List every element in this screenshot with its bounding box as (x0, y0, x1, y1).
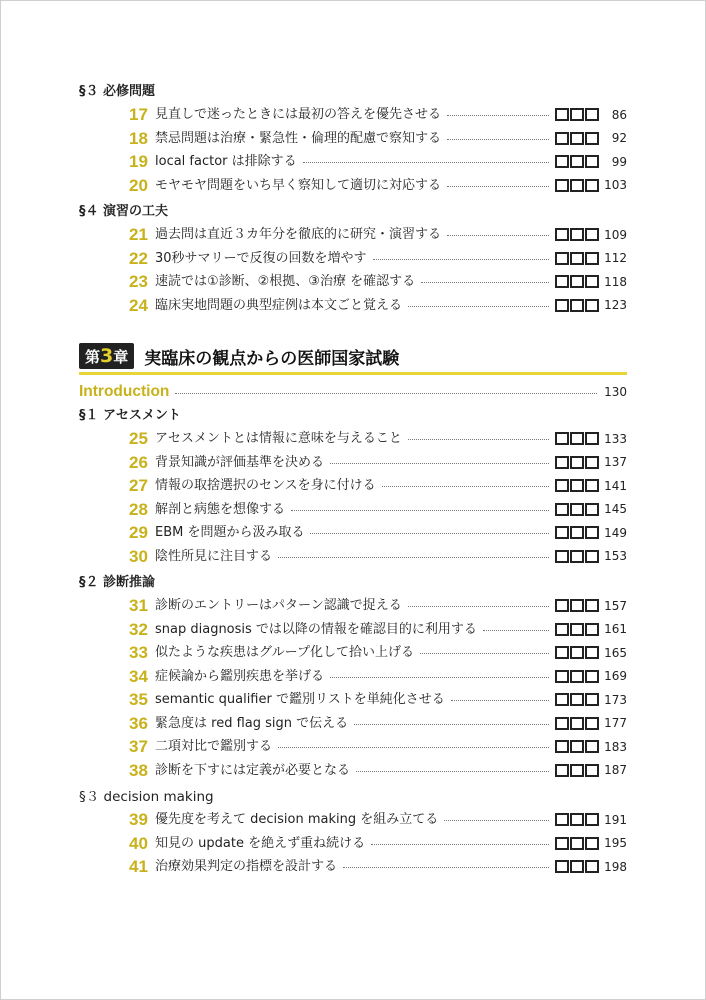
checkbox[interactable] (570, 837, 584, 850)
entry-page-number: 109 (604, 227, 627, 242)
checkbox[interactable] (555, 526, 569, 539)
toc-entry[interactable] (79, 223, 627, 247)
entry-number: 26 (129, 452, 148, 472)
toc-entry[interactable] (79, 855, 627, 879)
leader-dots (330, 677, 549, 678)
entry-title: アセスメントとは情報に意味を与えること (155, 431, 402, 447)
entry-number: 28 (129, 499, 148, 519)
checkbox[interactable] (555, 717, 569, 730)
checkbox[interactable] (555, 837, 569, 850)
checkbox[interactable] (555, 299, 569, 312)
checkbox[interactable] (570, 526, 584, 539)
entry-page-number: 191 (604, 812, 627, 827)
entry-number: 17 (129, 105, 148, 125)
checkbox[interactable] (570, 252, 584, 265)
toc-content (79, 81, 627, 879)
checkbox[interactable] (585, 179, 599, 192)
checkbox[interactable] (555, 740, 569, 753)
entry-title: 背景知識が評価基準を決める (155, 454, 325, 470)
checkbox-group (555, 526, 599, 539)
leader-dots (408, 439, 549, 440)
toc-entry[interactable] (79, 832, 627, 856)
checkbox[interactable] (555, 670, 569, 683)
checkbox[interactable] (585, 837, 599, 850)
checkbox[interactable] (555, 108, 569, 121)
entry-title: 解剖と病態を想像する (155, 501, 286, 517)
checkbox[interactable] (585, 432, 599, 445)
checkbox[interactable] (555, 764, 569, 777)
entry-page-number: 137 (604, 455, 627, 470)
entry-page-number: 99 (611, 154, 627, 169)
leader-dots (354, 724, 549, 725)
entry-title: 30秒サマリーで反復の回数を増やす (155, 250, 367, 266)
checkbox[interactable] (555, 275, 569, 288)
chapter-badge (79, 343, 134, 369)
entry-number: 30 (129, 546, 148, 566)
checkbox-group (555, 228, 599, 241)
entry-number: 40 (129, 833, 148, 853)
leader-dots (447, 139, 549, 140)
leader-dots (303, 162, 549, 163)
entry-number: 37 (129, 737, 148, 757)
entry-number: 32 (129, 619, 148, 639)
section-heading: §４ 演習の工夫 (79, 204, 169, 219)
entry-title: 診断のエントリーはパターン認識で捉える (155, 598, 402, 614)
entry-title: EBM を問題から汲み取る (155, 525, 305, 541)
checkbox[interactable] (570, 456, 584, 469)
checkbox[interactable] (570, 740, 584, 753)
checkbox[interactable] (585, 646, 599, 659)
entry-page-number: 173 (604, 692, 627, 707)
entry-title: snap diagnosis では以降の情報を確認目的に利用する (155, 621, 477, 637)
entry-title: 症候論から鑑別疾患を挙げる (155, 668, 325, 684)
toc-entry[interactable] (79, 474, 627, 498)
checkbox[interactable] (585, 740, 599, 753)
entry-page-number: 157 (604, 598, 627, 613)
checkbox[interactable] (570, 132, 584, 145)
checkbox[interactable] (555, 252, 569, 265)
checkbox[interactable] (585, 623, 599, 636)
entry-page-number: 187 (604, 763, 627, 778)
leader-dots (175, 393, 597, 394)
entry-page-number: 123 (604, 298, 627, 313)
checkbox-group (555, 623, 599, 636)
entry-page-number: 86 (611, 107, 627, 122)
checkbox[interactable] (555, 155, 569, 168)
entry-number: 35 (129, 690, 148, 710)
toc-entry[interactable] (79, 808, 627, 832)
entry-number: 24 (129, 295, 148, 315)
leader-dots (373, 259, 549, 260)
entry-title: 速読では①診断、②根拠、③治療 を確認する (155, 274, 416, 290)
entry-title: 知見の update を絶えず重ね続ける (155, 835, 366, 851)
top-sections (79, 81, 627, 317)
checkbox[interactable] (555, 132, 569, 145)
bottom-sections (79, 405, 627, 879)
leader-dots (291, 510, 549, 511)
leader-dots (451, 700, 549, 701)
entry-number: 19 (129, 152, 148, 172)
entry-page-number: 161 (604, 622, 627, 637)
checkbox[interactable] (555, 693, 569, 706)
checkbox-group (555, 275, 599, 288)
checkbox-group (555, 479, 599, 492)
entry-title: 禁忌問題は治療・緊急性・倫理的配慮で察知する (155, 130, 442, 146)
leader-dots (483, 630, 549, 631)
toc-entry[interactable] (79, 759, 627, 783)
checkbox[interactable] (555, 432, 569, 445)
checkbox-group (555, 740, 599, 753)
toc-entry[interactable] (79, 127, 627, 151)
checkbox[interactable] (570, 179, 584, 192)
checkbox[interactable] (555, 813, 569, 826)
entry-page-number: 112 (604, 251, 627, 266)
checkbox[interactable] (555, 228, 569, 241)
leader-dots (310, 533, 549, 534)
checkbox-group (555, 550, 599, 563)
checkbox[interactable] (570, 646, 584, 659)
leader-dots (408, 606, 549, 607)
entry-page-number: 153 (604, 549, 627, 564)
checkbox-group (555, 860, 599, 873)
entry-number: 41 (129, 857, 148, 877)
checkbox[interactable] (585, 275, 599, 288)
leader-dots (278, 747, 549, 748)
checkbox[interactable] (570, 670, 584, 683)
leader-dots (278, 557, 549, 558)
checkbox-group (555, 456, 599, 469)
checkbox[interactable] (585, 670, 599, 683)
entry-number: 25 (129, 429, 148, 449)
leader-dots (330, 463, 549, 464)
checkbox[interactable] (555, 456, 569, 469)
entry-page-number: 145 (604, 502, 627, 517)
entry-title: 臨床実地問題の典型症例は本文ごと覚える (155, 297, 403, 313)
entry-number: 22 (129, 248, 148, 268)
checkbox[interactable] (585, 456, 599, 469)
toc-entry[interactable] (79, 427, 627, 451)
entry-page-number: 149 (604, 525, 627, 540)
checkbox[interactable] (570, 299, 584, 312)
checkbox-group (555, 670, 599, 683)
entry-title: 見直しで迷ったときには最初の答えを優先させる (155, 107, 442, 123)
entry-page-number: 103 (604, 178, 627, 193)
entry-page-number: 118 (604, 274, 627, 289)
entry-title: 緊急度は red flag sign で伝える (155, 715, 349, 731)
leader-dots (408, 306, 549, 307)
checkbox[interactable] (585, 228, 599, 241)
checkbox[interactable] (570, 764, 584, 777)
checkbox[interactable] (570, 717, 584, 730)
entry-title: 診断を下すには定義が必要となる (155, 762, 351, 778)
leader-dots (343, 867, 549, 868)
checkbox[interactable] (570, 503, 584, 516)
checkbox[interactable] (585, 764, 599, 777)
leader-dots (444, 820, 549, 821)
toc-entry[interactable] (79, 498, 627, 522)
checkbox[interactable] (585, 813, 599, 826)
checkbox[interactable] (555, 179, 569, 192)
checkbox[interactable] (570, 550, 584, 563)
chapter-badge-suffix: 章 (113, 348, 129, 366)
entry-title: 二項対比で鑑別する (155, 739, 273, 755)
leader-dots (420, 653, 549, 654)
checkbox[interactable] (555, 860, 569, 873)
entry-number: 20 (129, 175, 148, 195)
checkbox[interactable] (585, 479, 599, 492)
checkbox[interactable] (555, 623, 569, 636)
section-heading: §３ 必修問題 (79, 84, 156, 99)
checkbox[interactable] (585, 299, 599, 312)
entry-title: 優先度を考えて decision making を組み立てる (155, 812, 439, 828)
checkbox[interactable] (585, 132, 599, 145)
leader-dots (447, 235, 549, 236)
leader-dots (421, 282, 549, 283)
checkbox[interactable] (570, 860, 584, 873)
checkbox-group (555, 837, 599, 850)
intro-title: Introduction (79, 383, 170, 400)
chapter-title: 実臨床の観点からの医師国家試験 (144, 348, 400, 369)
checkbox[interactable] (570, 813, 584, 826)
entry-number: 39 (129, 810, 148, 830)
leader-dots (371, 844, 549, 845)
section-heading: §２ 診断推論 (79, 575, 156, 590)
toc-entry[interactable] (79, 688, 627, 712)
entry-number: 34 (129, 666, 148, 686)
checkbox[interactable] (570, 599, 584, 612)
checkbox[interactable] (570, 479, 584, 492)
entry-title: local factor は排除する (155, 154, 297, 170)
checkbox-group (555, 813, 599, 826)
checkbox[interactable] (555, 503, 569, 516)
leader-dots (447, 186, 549, 187)
entry-number: 33 (129, 643, 148, 663)
checkbox[interactable] (570, 275, 584, 288)
leader-dots (356, 771, 549, 772)
entry-page-number: 165 (604, 645, 627, 660)
toc-entry[interactable] (79, 545, 627, 569)
checkbox-group (555, 432, 599, 445)
entry-number: 36 (129, 713, 148, 733)
entry-number: 21 (129, 225, 148, 245)
checkbox-group (555, 717, 599, 730)
checkbox-group (555, 108, 599, 121)
chapter-badge-number: 3 (100, 345, 114, 367)
entry-number: 23 (129, 272, 148, 292)
entry-number: 27 (129, 476, 148, 496)
checkbox[interactable] (585, 155, 599, 168)
entry-page-number: 183 (604, 739, 627, 754)
checkbox-group (555, 646, 599, 659)
entry-title: 治療効果判定の指標を設計する (155, 859, 338, 875)
entry-number: 38 (129, 760, 148, 780)
toc-entry[interactable] (79, 150, 627, 174)
checkbox-group (555, 132, 599, 145)
checkbox[interactable] (570, 432, 584, 445)
checkbox-group (555, 179, 599, 192)
entry-title: semantic qualifier で鑑別リストを単純化させる (155, 692, 445, 708)
entry-page-number: 141 (604, 478, 627, 493)
entry-title: 情報の取捨選択のセンスを身に付ける (155, 478, 376, 494)
checkbox[interactable] (585, 252, 599, 265)
checkbox[interactable] (585, 526, 599, 539)
toc-entry[interactable] (79, 247, 627, 271)
checkbox[interactable] (555, 599, 569, 612)
entry-title: 陰性所見に注目する (155, 548, 273, 564)
checkbox[interactable] (585, 550, 599, 563)
checkbox[interactable] (585, 717, 599, 730)
checkbox[interactable] (570, 155, 584, 168)
toc-entry[interactable] (79, 735, 627, 759)
toc-entry[interactable] (79, 174, 627, 198)
checkbox[interactable] (570, 623, 584, 636)
leader-dots (447, 115, 549, 116)
toc-entry[interactable] (79, 521, 627, 545)
entry-page-number: 169 (604, 669, 627, 684)
entry-title: 過去問は直近３カ年分を徹底的に研究・演習する (155, 227, 442, 243)
checkbox[interactable] (585, 599, 599, 612)
entry-page-number: 195 (604, 836, 627, 851)
checkbox[interactable] (555, 479, 569, 492)
checkbox-group (555, 299, 599, 312)
toc-entry[interactable] (79, 103, 627, 127)
intro-page-number: 130 (604, 385, 627, 399)
section-heading: §１ アセスメント (79, 408, 181, 423)
entry-number: 31 (129, 596, 148, 616)
chapter-underline (79, 372, 627, 375)
intro-entry[interactable] (79, 379, 627, 405)
checkbox-group (555, 693, 599, 706)
entry-page-number: 92 (611, 131, 627, 146)
checkbox-group (555, 503, 599, 516)
toc-entry[interactable] (79, 665, 627, 689)
entry-number: 29 (129, 523, 148, 543)
entry-number: 18 (129, 128, 148, 148)
chapter-header (79, 339, 627, 373)
toc-entry[interactable] (79, 594, 627, 618)
section-heading: §３ decision making (79, 789, 214, 805)
checkbox[interactable] (570, 108, 584, 121)
checkbox-group (555, 155, 599, 168)
entry-page-number: 177 (604, 716, 627, 731)
checkbox[interactable] (585, 503, 599, 516)
checkbox[interactable] (570, 693, 584, 706)
checkbox[interactable] (585, 108, 599, 121)
checkbox[interactable] (585, 860, 599, 873)
toc-entry[interactable] (79, 294, 627, 318)
checkbox[interactable] (570, 228, 584, 241)
chapter-badge-prefix: 第 (85, 348, 101, 366)
checkbox[interactable] (555, 550, 569, 563)
entry-page-number: 133 (604, 431, 627, 446)
entry-title: 似たような疾患はグループ化して拾い上げる (155, 645, 414, 661)
entry-page-number: 198 (604, 859, 627, 874)
checkbox[interactable] (555, 646, 569, 659)
leader-dots (382, 486, 549, 487)
toc-entry[interactable] (79, 270, 627, 294)
toc-entry[interactable] (79, 618, 627, 642)
checkbox-group (555, 599, 599, 612)
toc-entry[interactable] (79, 641, 627, 665)
toc-entry[interactable] (79, 451, 627, 475)
checkbox-group (555, 764, 599, 777)
checkbox-group (555, 252, 599, 265)
entry-title: モヤモヤ問題をいち早く察知して適切に対応する (155, 177, 442, 193)
checkbox[interactable] (585, 693, 599, 706)
toc-entry[interactable] (79, 712, 627, 736)
